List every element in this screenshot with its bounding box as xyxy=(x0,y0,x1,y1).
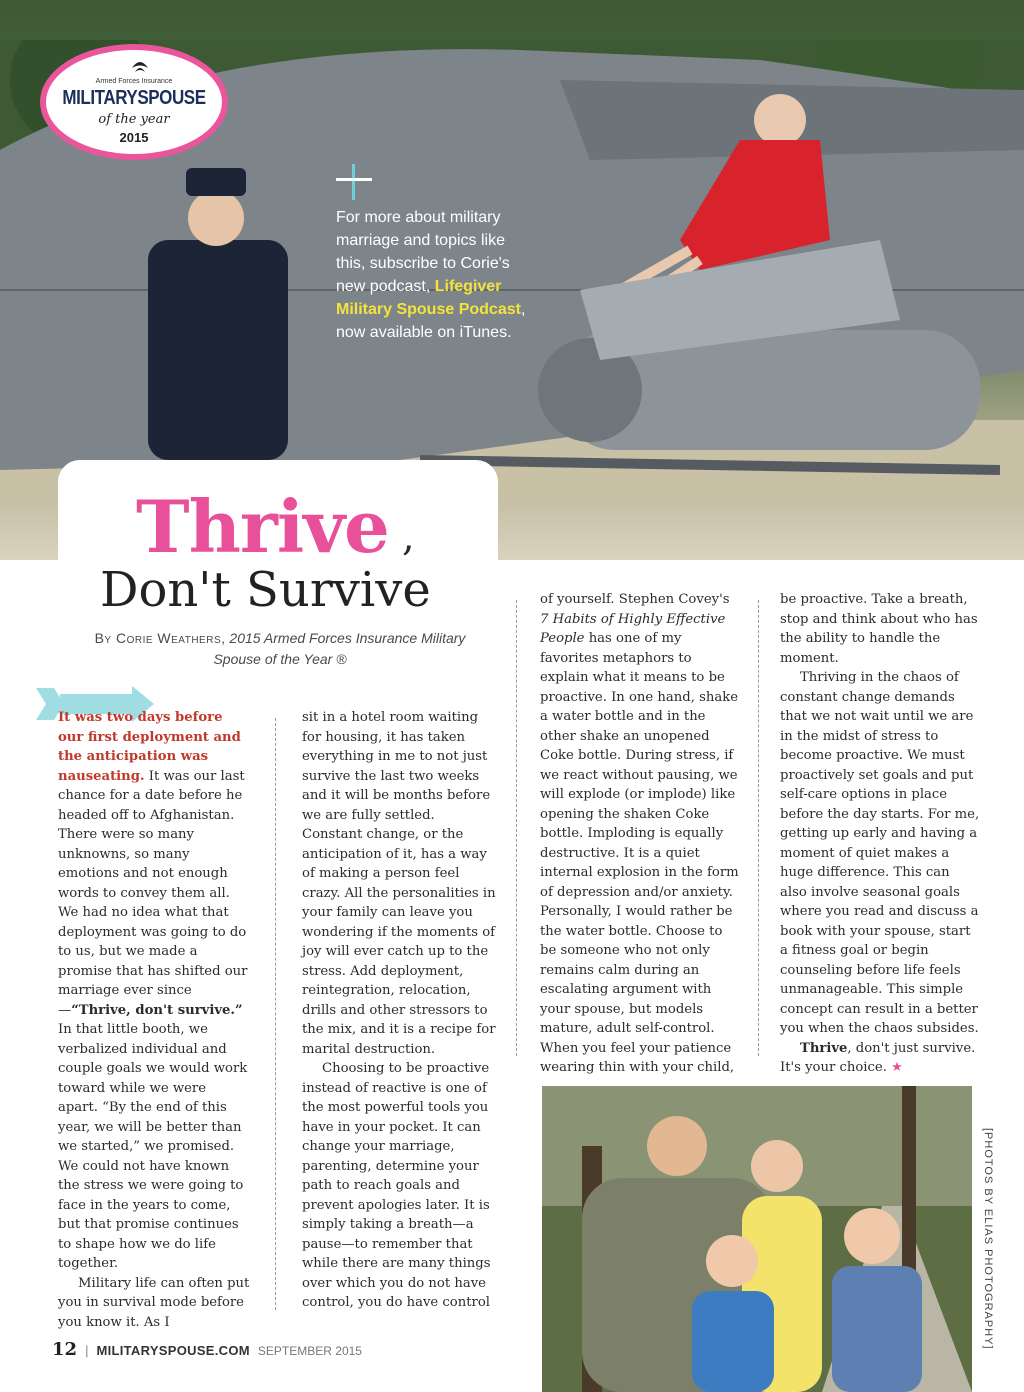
badge-company: Armed Forces Insurance xyxy=(95,78,173,85)
page-footer xyxy=(52,1339,362,1360)
page-number: 12 xyxy=(52,1339,78,1360)
site-name: MILITARYSPOUSE.COM xyxy=(96,1343,250,1358)
article-subtitle: Don't Survive xyxy=(100,562,431,618)
article-title: Thrive xyxy=(136,484,389,569)
badge-year: 2015 xyxy=(119,130,149,145)
column-divider xyxy=(516,600,517,1056)
col2-paragraph-1: sit in a hotel room waiting for housing, it has taken everything in me to not just survive the last two weeks and it will be months before we are fully settled. Constant change, or the anticipation of it, has a way of making a person feel crazy. All the personalities in your family can leave you wondering if the moments of joy will ever catch up to the stress. Add deployment, reintegration, relocation, drills and other stressors to the mix, and it is a recipe for marital destruction. xyxy=(302,710,496,1057)
pull-quote: “Thrive, don't survive.” xyxy=(71,1002,243,1018)
family-photo-image xyxy=(542,1086,972,1392)
callout-text: For more about military marriage and topics like this, subscribe to Corie's new podcast, xyxy=(336,209,510,295)
article-column-2 xyxy=(302,708,498,1313)
column-divider xyxy=(275,718,276,1310)
byline xyxy=(90,628,470,670)
footer-separator: | xyxy=(85,1343,89,1358)
badge-brand: MILITARYSPOUSE xyxy=(62,87,206,109)
book-title: 7 Habits of Highly Effective People xyxy=(540,611,726,646)
article-column-4 xyxy=(780,590,980,1078)
callout-text-end: , now available on iTunes. xyxy=(336,301,526,341)
podcast-callout xyxy=(336,206,536,344)
byline-author: By Corie Weathers, xyxy=(94,630,226,646)
col1-paragraph-2: In that little booth, we verbalized individual and couple goals we would work toward while we were apart. “By the end of this year, we will be better than we started,” we promised. We could not have known the stress we were going to face in the years to come, but that promise continues to shape how we do life together. xyxy=(58,1022,248,1271)
col4-paragraph-2: Thriving in the chaos of constant change demands that we not wait until we are in the midst of stress to become proactive. We must proactively set goals and put self-care options in place before the day starts. For me, getting up early and having a moment of quiet makes a huge difference. This can also involve seasonal goals where you read and discuss a book with your spouse, start a fitness goal or begin counseling before life feels unmanageable. This simple concept can result in a better you when the chaos subsides. xyxy=(780,670,980,1036)
col2-paragraph-2: Choosing to be proactive instead of reactive is one of the most powerful tools you have in your pocket. It can change your marriage, parenting, determine your path to reach goals and prevent apologies later. It is simply taking a breath—a pause—to remember that while there are many things over which you do not have control, you do have control xyxy=(302,1061,491,1310)
podcast-name: Lifegiver Military Spouse Podcast xyxy=(336,278,521,318)
end-star-icon: ★ xyxy=(891,1060,903,1075)
col4-paragraph-1: be proactive. Take a breath, stop and think about who has the ability to handle the moment. xyxy=(780,592,978,666)
col3-text-a: of yourself. Stephen Covey's xyxy=(540,592,730,607)
family-photo xyxy=(542,1086,972,1392)
issue-date: SEPTEMBER 2015 xyxy=(257,1344,362,1358)
col1-paragraph-1: It was our last chance for a date before he headed off to Afghanistan. There were so many unknowns, so many emotions and not enough words to convey them all. We had no idea what that deployment was going to do to us, but we made a promise that has shifted our marriage ever since— xyxy=(58,768,248,1018)
col3-text-b: has one of my favorites metaphors to explain what it means to be proactive. In one hand, shake a water bottle and in the other shake an unopened Coke bottle. During stress, if we react without pausing, we will explode (or implode) like opening the shaken Coke bottle. Imploding is equally destructive. It is a quiet internal explosion in the form of depression and/or anxiety. Personally, I would rather be the water bottle. Choose to be someone who not only remains calm during an escalating argument with your spouse, but models mature, adult self-control. When you feel your patience wearing thin with your child, xyxy=(540,631,739,1075)
article-column-3 xyxy=(540,590,740,1078)
eagle-icon xyxy=(128,54,152,78)
col4-paragraph-3: , don't just survive. It's your choice. xyxy=(780,1040,976,1075)
lead-sentence: It was two days before our first deployment and the anticipation was nauseating. xyxy=(58,710,241,784)
military-spouse-of-the-year-badge xyxy=(40,44,228,160)
article-column-1 xyxy=(58,708,250,1332)
byline-role: 2015 Armed Forces Insurance Military Spouse of the Year ® xyxy=(213,630,466,667)
photo-credit-text: [PHOTOS BY ELIAS PHOTOGRAPHY] xyxy=(982,1128,994,1350)
column-divider xyxy=(758,600,759,1056)
col1-paragraph-3: Military life can often put you in survival mode before you know it. As I xyxy=(58,1275,250,1330)
badge-subtitle: of the year xyxy=(98,112,170,127)
title-comma: , xyxy=(402,514,415,560)
photo-credit xyxy=(978,1128,998,1350)
thrive-word: Thrive xyxy=(800,1040,848,1056)
plus-icon xyxy=(336,164,372,200)
